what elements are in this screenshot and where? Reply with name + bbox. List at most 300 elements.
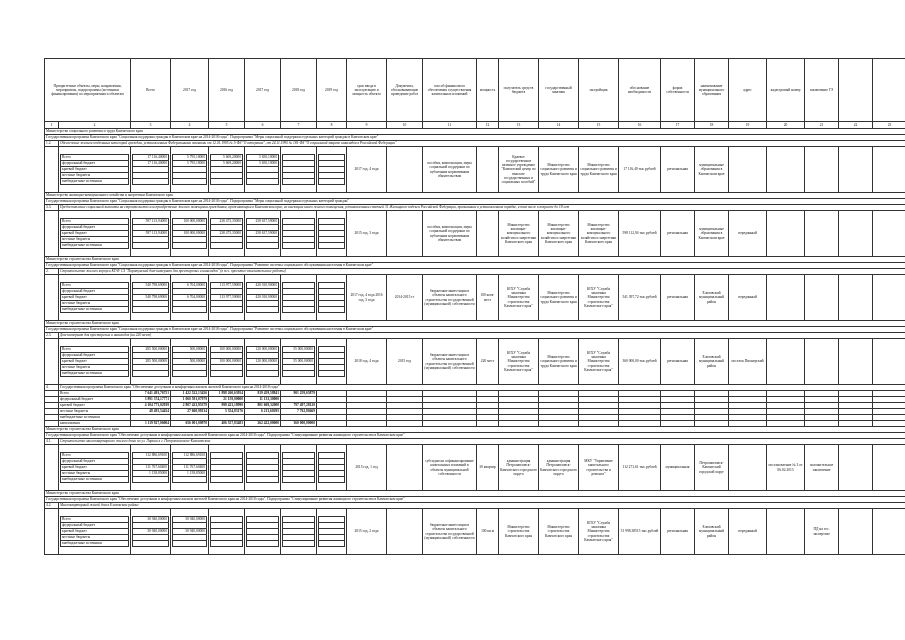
item-description: Дом-интернат для престарелых и инвалидов (на 220 мест) [59,333,905,339]
item-ge: положительное заключение [805,445,839,491]
item-builder: КГБУ "Служба заказчика Министерства строительства Камчатского края" [579,275,619,321]
funding-label: внебюджетные источники [61,477,129,483]
funding-value [283,307,315,313]
funding-value: 597 113,94000 [133,219,169,225]
header-ownership: форма собственности [661,59,695,122]
column-number: 7 [281,122,317,129]
funding-value: 17 116,40000 [133,161,169,167]
funding-values-cell [281,509,317,555]
item-justify: 598 112,94 тыс.рублей [619,211,661,257]
document-sheet [44,58,892,628]
funding-values-cell [209,339,245,385]
totals-value: 656 001,00970 [171,421,209,427]
item-ge [805,211,839,257]
funding-value: 1 158,85000 [173,471,207,477]
section-title: Министерство строительства Камчатского края [45,427,905,433]
funding-value [247,307,279,313]
item-builder: Министерство социального развития и труда Камчатского края [579,147,619,193]
funding-value [133,371,169,377]
column-number: 10 [387,122,423,129]
item-justify: 51 998,38515 тыс.рублей [619,509,661,555]
totals-value: 360 000,00000 [281,421,317,427]
funding-label: федеральный бюджет [61,161,129,167]
item-power: 30 квартир [477,445,499,491]
program-title: Государственная программа Камчатского края "Обеспечение доступным и комфортным жильем жителей Камчатского края на 2014-2018 годы". Подпрограмма "Стимулирование развития жилищного строительства в Камчатском крае" [45,497,905,503]
totals-value: 1 060 591,07979 [171,397,209,403]
header-2016: 2016 год [209,59,245,122]
funding-value [247,541,279,547]
funding-label: местные бюджеты [61,365,129,371]
program-title: Государственная программа Камчатского края "Обеспечение доступным и комфортным жильем жителей Камчатского края на 2014-2018 годы". Подпрограмма "Стимулирование развития жилищного строительства в Камчатском крае" [45,433,905,439]
funding-label: местные бюджеты [61,301,129,307]
funding-value: 258 637,59000 [247,219,279,225]
item-ownership: региональная [661,211,695,257]
funding-value: 540 798,69000 [133,283,169,289]
section-title: Министерство социального развития и труда Камчатского края [45,129,905,135]
item-justify: 541 397,72 тыс.рублей [619,275,661,321]
item-builder: МКУ "Управление капитального строительства и ремонта" [579,445,619,491]
item-ownership: муниципальная [661,445,695,491]
header-method: способ финансового обеспечения осуществления капитальных вложений [423,59,477,122]
item-customer: администрация Петропавловск-Камчатского городского округа [539,445,579,491]
totals-value: 406 557,83483 [209,421,245,427]
funding-value: 5 795,10000 [173,155,207,161]
item-description: Строительство многоквартирного жилого дома по ул. Ларина в г. Петропавловске-Камчатском [59,439,905,445]
column-number: 16 [619,122,661,129]
column-number: 3 [131,122,171,129]
funding-value: 238 475,35000 [211,219,243,225]
column-number: 15 [579,122,619,129]
funding-label: федеральный бюджет [61,289,129,295]
funding-value: 285 500,00000 [133,359,169,365]
funding-label: внебюджетные источники [61,307,129,313]
item-municipality: Елизовский муниципальный район [695,275,729,321]
item-term: 2017 год, 4 года [347,147,387,193]
funding-value: 112 886,69100 [133,453,169,459]
funding-value: 1 158,85000 [133,471,169,477]
item-ge [805,339,839,385]
header-builder: застройщик [579,59,619,122]
funding-label: Всего [61,453,129,459]
header-cadastre: кадастровый номер [767,59,805,122]
funding-values-cell [281,147,317,193]
funding-value [319,477,345,483]
header-2018: 2018 год [281,59,317,122]
funding-value: 420 010,90000 [247,295,279,301]
header-2017a: 2017 год [171,59,209,122]
funding-label: федеральный бюджет [61,459,129,465]
item-ownership: региональная [661,509,695,555]
funding-values-cell [131,211,171,257]
column-number: 13 [499,122,539,129]
funding-value [283,371,315,377]
funding-values-cell [317,339,347,385]
funding-value: 5 795,10000 [173,161,207,167]
item-term: 2015 год, 1 год [347,445,387,491]
item-doc [387,147,423,193]
item-recipient: администрация Петропавловск-Камчатского городского округа [499,445,539,491]
column-number: 11 [423,122,477,129]
totals-value: 48 493,54454 [131,409,171,415]
funding-value [173,243,207,249]
program-title: Государственная программа Камчатского края "Социальная поддержка граждан в Камчатском крае на 2014-2018 годы". Подпрограмма "Развитие системы социального обслуживания населения в Камчатском крае" [45,327,905,333]
funding-value: 17 116,40000 [133,155,169,161]
funding-value [133,477,169,483]
funding-value: 258 637,59000 [247,231,279,237]
item-municipality: Петропавловск-Камчатский городской округ [695,445,729,491]
section-title: Министерство строительства Камчатского края [45,321,905,327]
column-number: 12 [477,122,499,129]
funding-label: краевой бюджет [61,167,129,173]
item-address [729,147,767,193]
funding-value [133,243,169,249]
funding-value [319,371,345,377]
funding-label: федеральный бюджет [61,353,129,359]
totals-value: 1 898 260,63954 [209,391,245,397]
item-municipality: муниципальные образования в Камчатском крае [695,211,729,257]
funding-value [319,541,345,547]
column-number: 23 [873,122,905,129]
funding-value: 120 000,00000 [247,359,279,365]
item-number: 2.3. [45,333,59,339]
funding-label: местные бюджеты [61,173,129,179]
item-customer: Министерство социального развития и труда Камчатского края [539,339,579,385]
totals-value: 901 259,65879 [281,391,317,397]
column-number: 19 [729,122,767,129]
funding-values-cell [317,509,347,555]
totals-value: 11 133,30000 [245,397,281,403]
funding-value [211,243,243,249]
item-data-row [45,445,905,491]
funding-value: 120 000,00000 [247,347,279,353]
column-number: 6 [245,122,281,129]
program-title: Государственная программа Камчатского края "Социальная поддержка граждан в Камчатском крае на 2014-2018 годы". Подпрограмма "Развитие системы социального обслуживания населения в Камчатском крае" [45,263,905,269]
funding-value: 100 000,00000 [211,359,243,365]
funding-value: 30 940,00000 [133,517,169,523]
funding-values-cell [245,445,281,491]
item-builder: КГБУ "Служба заказчика Министерства строительства Камчатского края" [579,509,619,555]
item-builder: КГБУ "Служба заказчика Министерства строительства Камчатского края" [579,339,619,385]
totals-label: краевой бюджет [59,403,131,409]
item-cadastre [767,211,805,257]
item-customer: Министерство жилищно-коммунального хозяйства и энергетики Камчатского края [539,211,579,257]
funding-label: внебюджетные источники [61,541,129,547]
item-justify: 17 116,40 тыс.рублей [619,147,661,193]
funding-value [173,477,207,483]
totals-value: 797 497,28120 [281,403,317,409]
funding-value [133,307,169,313]
item-number: 1.2. [45,141,59,147]
item-cadastre [767,339,805,385]
item-cadastre: постановление № 3 от 06.02.2013 [767,445,805,491]
program-title: Государственная программа Камчатского края "Социальная поддержка граждан в Камчатском крае на 2014-2018 годы". Подпрограмма "Меры социальной поддержки отдельных категорий граждан в Камчатском крае" [45,135,905,141]
section-title: Министерство строительства Камчатского края [45,257,905,263]
funding-value: 30 940,00000 [173,529,207,535]
totals-value: 1 119 927,06004 [131,421,171,427]
funding-value: 113 977,59000 [211,295,243,301]
funding-value [319,243,345,249]
funding-values-cell [131,445,171,491]
funding-value [283,477,315,483]
funding-value [173,179,207,185]
column-number: 22 [839,122,873,129]
totals-value: 4 104 773,02939 [131,403,171,409]
item-customer: Министерство социального развития и труда Камчатского края [539,275,579,321]
funding-values-cell [245,275,281,321]
header-docs: Документы, обосновывающие проведение работ [387,59,423,122]
item-customer: Министерство строительства Камчатского края [539,509,579,555]
funding-value [283,179,315,185]
funding-label: местные бюджеты [61,237,129,243]
program-title: Государственная программа Камчатского края "Социальная поддержка граждан в Камчатском крае на 2014-2018 годы". Подпрограмма "Меры социальной поддержки отдельных категорий граждан" [45,199,905,205]
funding-value: 5 669,20000 [211,155,243,161]
funding-value: 55 000,00000 [283,359,315,365]
funding-value [173,371,207,377]
totals-value: 27 660,98134 [171,409,209,415]
funding-value [247,243,279,249]
funding-values-cell [245,211,281,257]
funding-value [319,307,345,313]
funding-values-cell [281,445,317,491]
column-number: 20 [767,122,805,129]
funding-values-cell [317,445,347,491]
funding-label: краевой бюджет [61,465,129,471]
item-doc: 2015 год [387,339,423,385]
funding-values-cell [281,275,317,321]
funding-value: 5 669,20000 [211,161,243,167]
column-number: 21 [805,122,839,129]
funding-labels-cell [59,445,131,491]
item-data-row [45,275,905,321]
funding-value: 100 000,00000 [211,347,243,353]
totals-label: местные бюджеты [59,409,131,415]
funding-values-cell [131,275,171,321]
funding-label: федеральный бюджет [61,225,129,231]
item-data-row [45,509,905,555]
funding-value [247,477,279,483]
funding-value [173,307,207,313]
funding-values-cell [245,339,281,385]
column-number: 9 [347,122,387,129]
item-ge: ПД на гос. экспертизе [805,509,839,555]
funding-labels-cell [59,211,131,257]
funding-label: местные бюджеты [61,535,129,541]
item-data-row [45,147,905,193]
funding-value: 111 767,60400 [133,465,169,471]
header-municipality: наименование муниципального образования [695,59,729,122]
funding-value [211,179,243,185]
funding-values-cell [317,147,347,193]
totals-value: 998 423,18990 [209,403,245,409]
header-address: адрес [729,59,767,122]
column-number: 4 [171,122,209,129]
funding-value [247,371,279,377]
item-municipality: Елизовский муниципальный район [695,509,729,555]
funding-label: внебюджетные источники [61,371,129,377]
funding-labels-cell [59,147,131,193]
funding-values-cell [317,275,347,321]
item-power [477,211,499,257]
item-address: поселок Пионерский [729,339,767,385]
funding-values-cell [171,147,209,193]
totals-program-title: Государственная программа Камчатского края "Обеспечение доступным и комфортным жильем жителей Камчатского края на 2014-2018 годы" [59,385,905,391]
funding-value: 5 650,10000 [247,161,279,167]
funding-values-cell [209,509,245,555]
item-address: переданный [729,275,767,321]
funding-value [211,541,243,547]
totals-value: 7 641 493,76751 [131,391,171,397]
section-title: Министерство строительства Камчатского края [45,491,905,497]
item-method: субсидии на софинансирование капитальных вложений в объекты муниципальной собственности [423,445,477,491]
funding-values-cell [171,339,209,385]
funding-values-cell [209,211,245,257]
funding-value [133,541,169,547]
funding-label: Всего [61,219,129,225]
column-number-row [45,122,905,129]
funding-values-cell [209,445,245,491]
funding-label: краевой бюджет [61,359,129,365]
funding-label: федеральный бюджет [61,523,129,529]
funding-value [283,541,315,547]
column-number: 17 [661,122,695,129]
item-number: 4.2. [45,503,59,509]
funding-label: краевой бюджет [61,529,129,535]
item-address: переданный [729,211,767,257]
funding-values-cell [209,275,245,321]
item-justify: 112 271,61 тыс.рублей [619,445,661,491]
funding-values-cell [317,211,347,257]
item-method: пособия, компенсации, меры социальной поддержки по публичным нормативным обязательствам [423,211,477,257]
funding-values-cell [171,211,209,257]
funding-value: 100 000,00000 [173,231,207,237]
item-doc [387,211,423,257]
funding-value: 111 767,60400 [173,465,207,471]
totals-label: капвложения [59,421,131,427]
funding-value [173,541,207,547]
funding-values-cell [245,147,281,193]
funding-value [211,477,243,483]
funding-values-cell [171,445,209,491]
item-method: бюджетные инвестиции в объекты капитального строительства государственной (муниципальной) собственности [423,339,477,385]
header-term: срок ввода в эксплуатацию и мощность объекта [347,59,387,122]
item-cadastre [767,509,805,555]
item-power: 220 мест [477,339,499,385]
header-power: мощность [477,59,499,122]
funding-value: 5 650,10000 [247,155,279,161]
funding-value [133,179,169,185]
totals-value: 3 891 374,17771 [131,397,171,403]
item-cadastre [767,275,805,321]
item-ownership: региональная [661,275,695,321]
item-customer: Министерство социального развития и труда Камчатского края [539,147,579,193]
totals-label: внебюджетные источники [59,415,131,421]
investment-table [44,58,905,555]
item-recipient: КГБУ "Служба заказчика Министерства строительства Камчатского края" [499,339,539,385]
funding-value: 6 704,00000 [173,283,207,289]
item-term: 2017 год, 4 года 2016 год, 3 года [347,275,387,321]
funding-label: внебюджетные источники [61,243,129,249]
funding-value [211,371,243,377]
funding-values-cell [281,211,317,257]
funding-value: 500,00000 [173,347,207,353]
funding-label: краевой бюджет [61,231,129,237]
item-recipient: КГБУ "Служба заказчика Министерства строительства Камчатского края" [499,275,539,321]
item-power [477,147,499,193]
funding-value: 238 475,35000 [211,231,243,237]
funding-label: Всего [61,283,129,289]
item-description: Предоставление социальной выплаты на строительство или приобретение жилого помещения гражданам, проживающим в Камчатском крае, не имеющим иного жилого помещения, установленным статьей 31 Жилищного кодекса Российской Федерации, признанным в установленном порядке, в том числе в возрасте до 18 лет [59,205,905,211]
funding-values-cell [131,339,171,385]
item-term: 2015 год, 3 года [347,211,387,257]
item-builder: Министерство жилищно-коммунального хозяйства и энергетики Камчатского края [579,211,619,257]
funding-value [247,179,279,185]
funding-label: краевой бюджет [61,295,129,301]
item-justify: 360 000,00 тыс.рублей [619,339,661,385]
totals-value: 262 422,00000 [245,421,281,427]
item-power: 100 кв.м [477,509,499,555]
header-recipient: получатель средств бюджета [499,59,539,122]
totals-value: 1 422 522,13456 [171,391,209,397]
funding-labels-cell [59,275,131,321]
item-data-row [45,339,905,385]
column-number: 8 [317,122,347,129]
funding-values-cell [171,509,209,555]
funding-value: 112 886,69100 [173,453,207,459]
item-ge [805,147,839,193]
header-objects: Приоритетные объекты, меры, направления, мероприятия, подпрограммы (источники финансирования) по мероприятиям и объектам [45,59,131,122]
column-number: 2 [59,122,131,129]
totals-label: Всего [59,391,131,397]
header-2019: 2019 год [317,59,347,122]
funding-value: 597 113,94000 [133,231,169,237]
column-number: 5 [209,122,245,129]
header-2017b: 2017 год [245,59,281,122]
totals-value: 21 159,00000 [209,397,245,403]
funding-value: 540 798,69000 [133,295,169,301]
totals-value: 2 807 423,95379 [171,403,209,409]
totals-value: 819 459,58841 [245,391,281,397]
item-ownership: региональная [661,339,695,385]
column-number: 18 [695,122,729,129]
funding-value: 500,00000 [173,359,207,365]
item-method: пособия, компенсации, меры социальной поддержки по публичным нормативным обязательствам [423,147,477,193]
totals-value: 6 213,60295 [245,409,281,415]
funding-value: 285 500,00000 [133,347,169,353]
item-cadastre [767,147,805,193]
item-description: Обеспечение жильем отдельных категорий граждан, установленных Федеральными законами от 12.01.1995 № 5-ФЗ "О ветеранах", от 24.11.1995 № 181-ФЗ "О социальной защите инвалидов в Российской Федерации" [59,141,905,147]
item-municipality: Елизовский муниципальный район [695,339,729,385]
column-number: 1 [45,122,59,129]
funding-label: местные бюджеты [61,471,129,477]
funding-values-cell [131,147,171,193]
item-term: 2018 год, 4 года [347,339,387,385]
funding-label: Всего [61,517,129,523]
totals-value: 5 354,83176 [209,409,245,415]
item-ownership: региональная [661,147,695,193]
column-number: 14 [539,122,579,129]
item-description: Многоквартирный жилой дом в Елизовском районе [59,503,905,509]
totals-value: 7 762,80469 [281,409,317,415]
funding-value [319,179,345,185]
item-method: бюджетные инвестиции в объекты капитального строительства государственной (муниципальной) собственности [423,509,477,555]
item-term: 2015 год, 2 года [347,509,387,555]
item-doc: 2014-2015 гг [387,275,423,321]
header-justify: обоснование необходимости [619,59,661,122]
totals-program-row: 4. Государственная программа Камчатского края "Обеспечение доступным и комфортным жильем жителей Камчатского края на 2014-2018 годы" [45,385,905,391]
item-recipient: Министерство жилищно-коммунального хозяйства и энергетики Камчатского края [499,211,539,257]
item-recipient: Краевое государственное казенное учреждение "Камчатский центр по выплате государственных и социальных пособий" [499,147,539,193]
item-municipality: муниципальные образования в Камчатском крае [695,147,729,193]
